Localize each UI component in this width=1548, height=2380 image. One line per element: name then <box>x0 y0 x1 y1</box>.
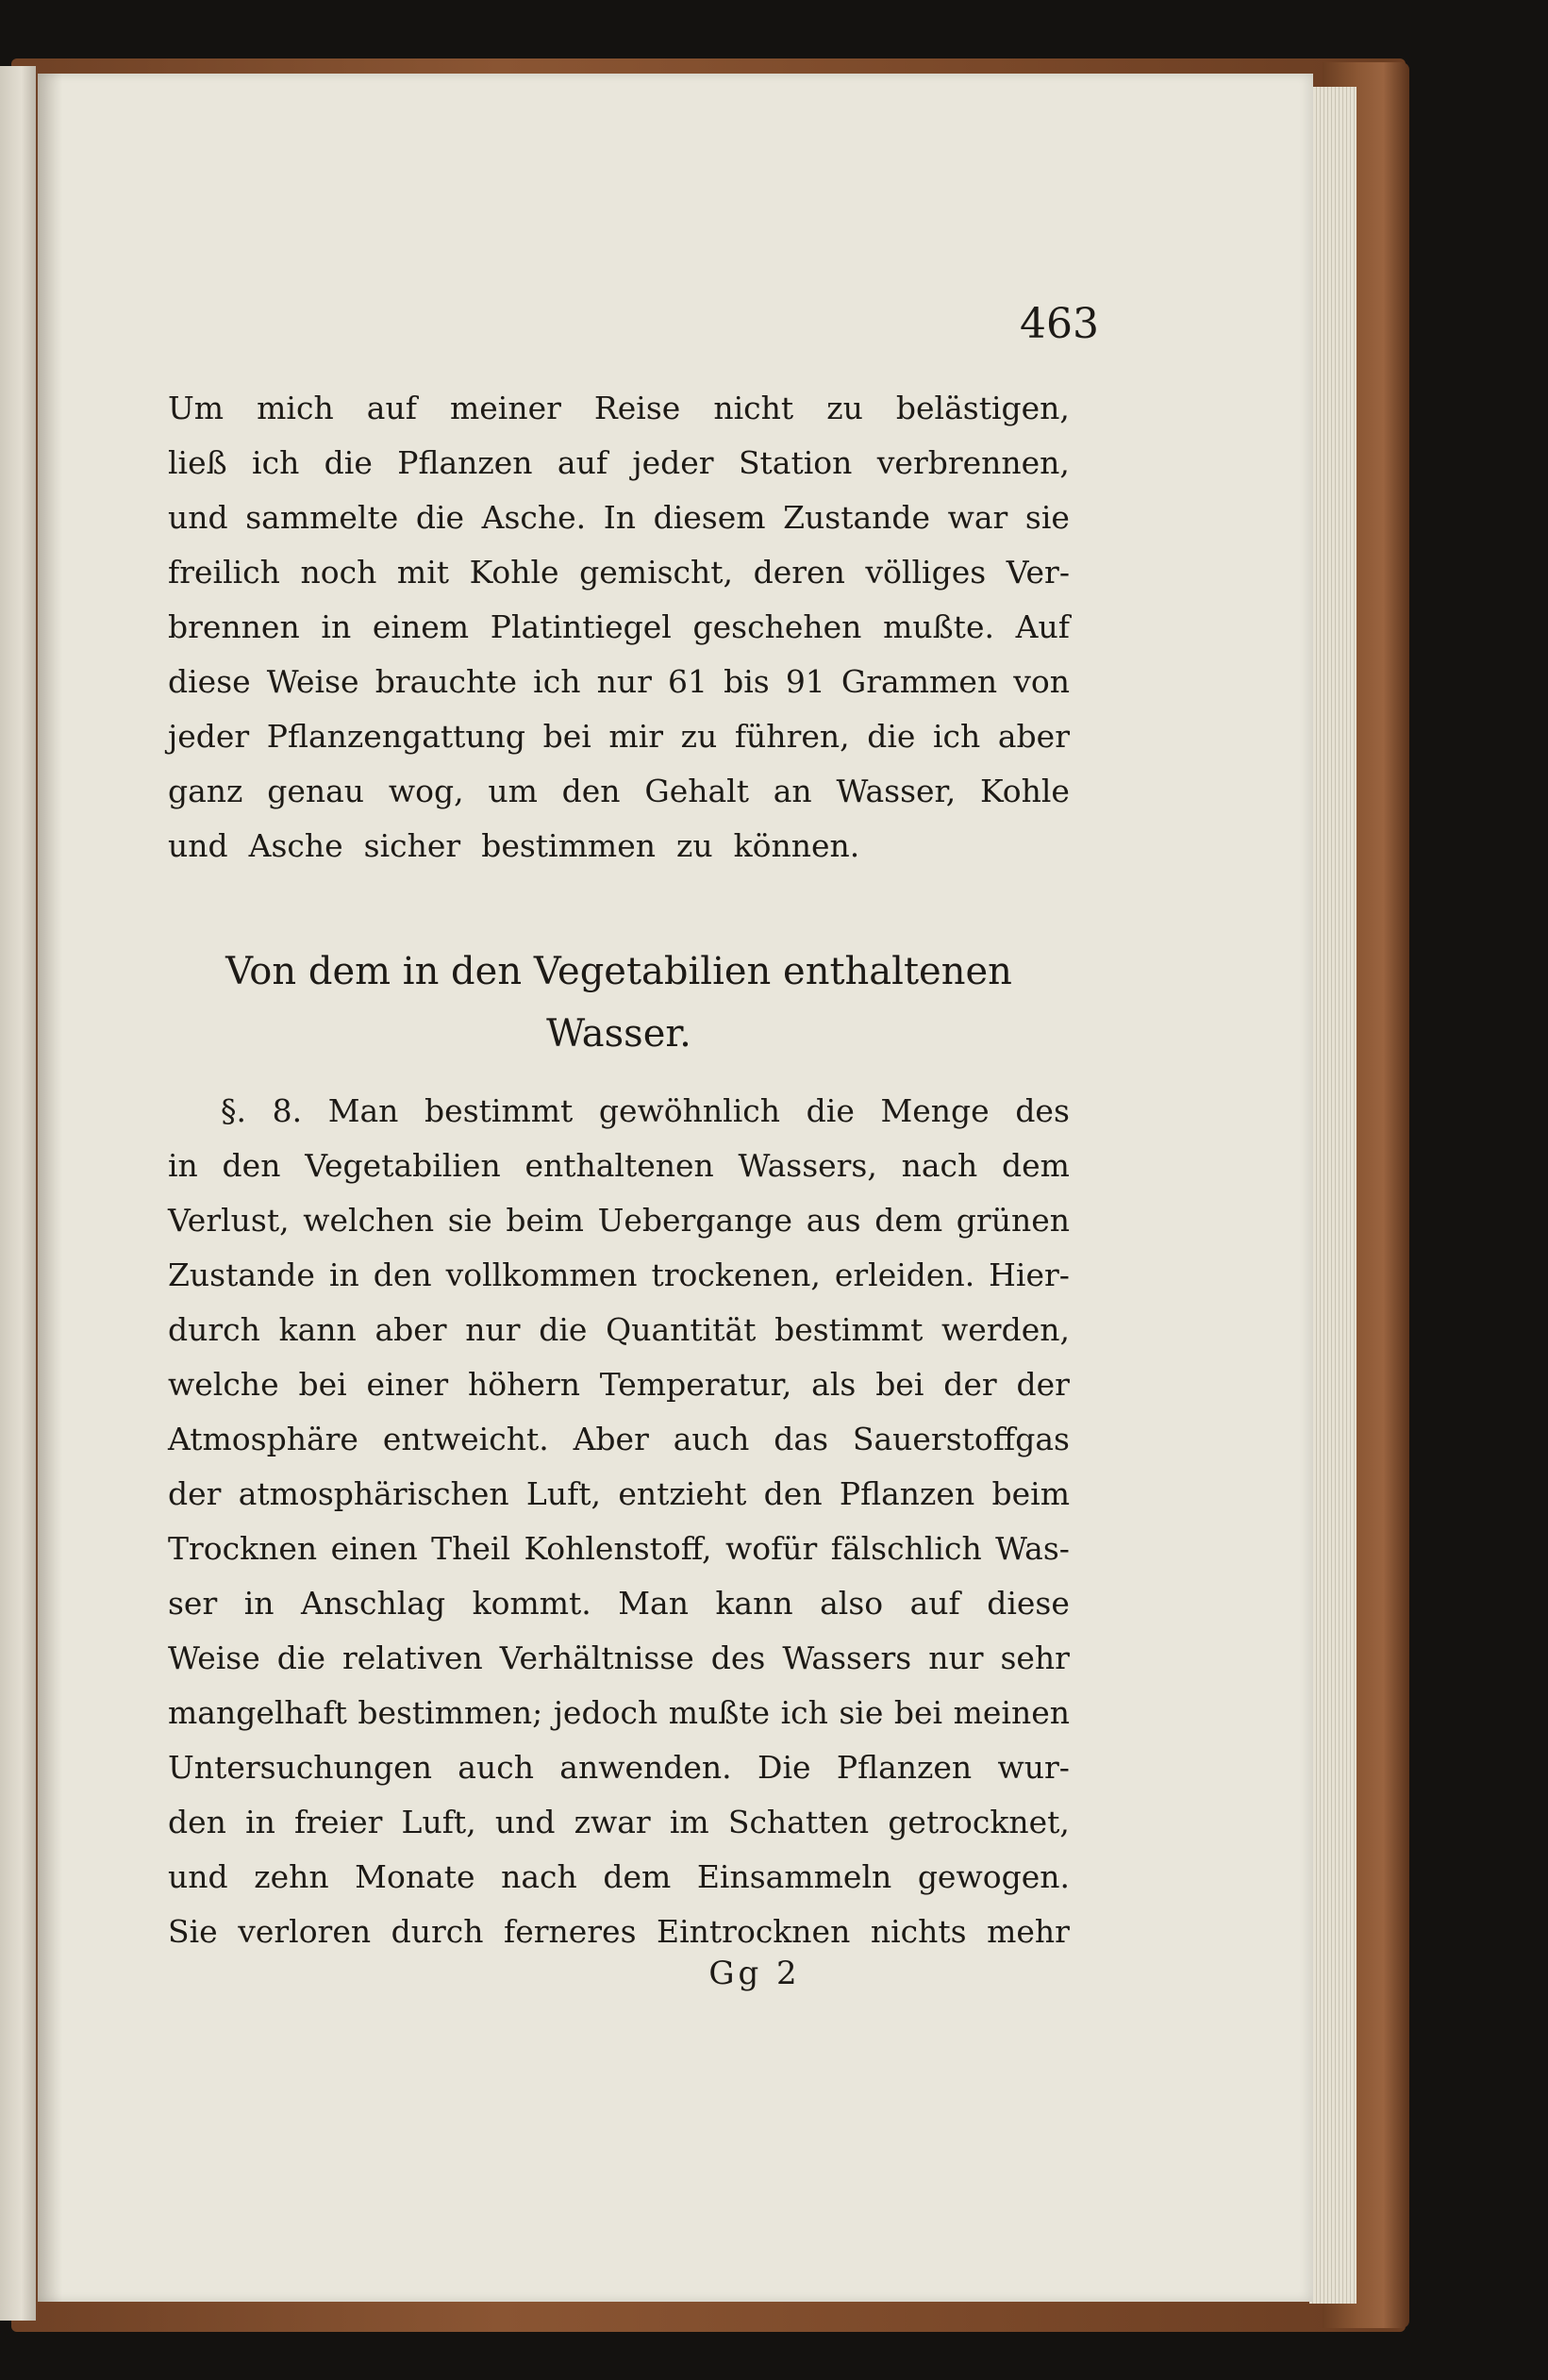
word: Was- <box>995 1530 1070 1567</box>
word: des <box>710 1639 766 1676</box>
word: bestimmen <box>481 827 656 864</box>
word: in <box>168 1147 198 1184</box>
word: 61 <box>667 663 707 700</box>
word: sie <box>447 1202 492 1239</box>
word: und <box>168 827 228 864</box>
paragraph-1 <box>168 381 1070 874</box>
word: Vegetabilien <box>305 1147 501 1184</box>
section-heading-line-2: Wasser. <box>546 1012 691 1056</box>
word: Grammen <box>841 663 998 700</box>
word: können. <box>733 827 860 864</box>
word: aus <box>806 1202 861 1239</box>
word: verbrennen, <box>876 444 1070 481</box>
word: ließ <box>168 444 227 481</box>
text-line <box>168 1686 1070 1740</box>
signature-mark: Gg 2 <box>708 1955 801 1992</box>
word: der <box>168 1475 222 1512</box>
word: dem <box>603 1858 672 1895</box>
word: jeder <box>168 718 250 755</box>
word: 8. <box>272 1092 303 1129</box>
word: Wassers, <box>738 1147 877 1184</box>
word: Pflanzen <box>397 444 533 481</box>
word: In <box>603 499 637 536</box>
word: die <box>276 1639 325 1676</box>
word: freilich <box>168 554 280 591</box>
word: und <box>168 1858 228 1895</box>
word: Auf <box>1015 608 1070 645</box>
word: Kohlenstoff, <box>524 1530 712 1567</box>
word: trockenen, <box>651 1257 821 1293</box>
word: führen, <box>734 718 850 755</box>
word: sie <box>839 1694 884 1731</box>
word: die <box>324 444 373 481</box>
text-line <box>168 709 1070 764</box>
word: im <box>669 1804 709 1840</box>
text-line <box>168 600 1070 655</box>
word: wofür <box>724 1530 818 1567</box>
word: diese <box>168 663 251 700</box>
word: war <box>947 499 1008 536</box>
word: Quantität <box>606 1311 757 1348</box>
word: einer <box>366 1366 449 1403</box>
word: kann <box>278 1311 357 1348</box>
word: werden, <box>941 1311 1070 1348</box>
word: Menge <box>880 1092 990 1129</box>
word: gewogen. <box>917 1858 1070 1895</box>
word: ser <box>168 1585 218 1622</box>
word: Atmosphäre <box>168 1421 358 1457</box>
word: aber <box>375 1311 447 1348</box>
text-line <box>168 1740 1070 1795</box>
word: entweicht. <box>382 1421 549 1457</box>
word: auf <box>909 1585 960 1622</box>
word: auch <box>458 1749 534 1786</box>
word: anwenden. <box>559 1749 732 1786</box>
word: sicher <box>363 827 461 864</box>
text-line <box>168 436 1070 491</box>
word: jedoch <box>553 1694 658 1731</box>
word: Kohle <box>469 554 559 591</box>
word: des <box>1015 1092 1070 1129</box>
word: Zustande <box>168 1257 315 1293</box>
word: brennen <box>168 608 300 645</box>
word: Station <box>738 444 853 481</box>
word: jeder <box>632 444 714 481</box>
word: bei <box>298 1366 347 1403</box>
word: Hier- <box>989 1257 1070 1293</box>
word: ich <box>533 663 581 700</box>
word: Man <box>618 1585 689 1622</box>
word: und <box>168 499 228 536</box>
word: Anschlag <box>301 1585 446 1622</box>
word: entzieht <box>618 1475 747 1512</box>
word: meiner <box>449 390 561 426</box>
text-line <box>168 1850 1070 1905</box>
text-line <box>168 545 1070 600</box>
word: den <box>763 1475 823 1512</box>
word: nach <box>501 1858 577 1895</box>
word: Asche <box>248 827 343 864</box>
text-line <box>168 1084 1070 1139</box>
word: in <box>328 1257 359 1293</box>
word: zu <box>680 718 718 755</box>
word: brauchte <box>375 663 518 700</box>
word: geschehen <box>692 608 862 645</box>
word: mir <box>608 718 664 755</box>
word: sammelte <box>245 499 399 536</box>
text-line <box>168 1248 1070 1303</box>
word: verloren <box>238 1913 372 1950</box>
word: Wassers <box>782 1639 912 1676</box>
word: bei <box>893 1694 943 1731</box>
word: sehr <box>1000 1639 1070 1676</box>
word: Luft, <box>525 1475 602 1512</box>
gutter-shadow <box>38 74 62 2302</box>
word: Zustande <box>783 499 931 536</box>
word: bestimmen; <box>358 1694 543 1731</box>
word: als <box>811 1366 857 1403</box>
word: sie <box>1024 499 1070 536</box>
word: ich <box>933 718 981 755</box>
word: bestimmt <box>424 1092 574 1129</box>
word: an <box>773 773 812 809</box>
word: ich <box>780 1694 828 1731</box>
word: mit <box>396 554 450 591</box>
word: nur <box>465 1311 521 1348</box>
text-line <box>168 1412 1070 1467</box>
text-line <box>168 1303 1070 1357</box>
word: beim <box>991 1475 1070 1512</box>
word: Weise <box>266 663 359 700</box>
word: Untersuchungen <box>168 1749 432 1786</box>
word: Sie <box>168 1913 218 1950</box>
word: einem <box>372 608 470 645</box>
page-number: 463 <box>1020 300 1099 348</box>
word: mußte <box>668 1694 771 1731</box>
word: Asche. <box>481 499 587 536</box>
word: Aber <box>573 1421 649 1457</box>
word: völliges <box>865 554 987 591</box>
text-line <box>168 1522 1070 1576</box>
word: nur <box>928 1639 984 1676</box>
word: atmosphärischen <box>238 1475 509 1512</box>
word: nichts <box>870 1913 967 1950</box>
word: der <box>1016 1366 1070 1403</box>
word: in <box>243 1585 275 1622</box>
text-line <box>168 1193 1070 1248</box>
paragraph-2 <box>168 1084 1070 1959</box>
word: Sauerstoffgas <box>852 1421 1070 1457</box>
word: also <box>820 1585 884 1622</box>
word: bestimmt <box>774 1311 924 1348</box>
word: durch <box>391 1913 484 1950</box>
word: relativen <box>341 1639 483 1676</box>
word: den <box>168 1804 226 1840</box>
text-line <box>168 491 1070 545</box>
word: Monate <box>355 1858 475 1895</box>
text-line <box>168 764 1070 819</box>
word: in <box>321 608 352 645</box>
word: zehn <box>254 1858 329 1895</box>
word: einen <box>330 1530 418 1567</box>
word: Luft, <box>401 1804 476 1840</box>
word: das <box>774 1421 829 1457</box>
word: Gehalt <box>644 773 749 809</box>
word: Um <box>168 390 225 426</box>
word: deren <box>753 554 845 591</box>
word: aber <box>997 718 1070 755</box>
word: in <box>245 1804 275 1840</box>
left-facing-page-edge <box>0 66 36 2321</box>
word: durch <box>168 1311 260 1348</box>
word: kommt. <box>472 1585 591 1622</box>
word: gewöhnlich <box>598 1092 781 1129</box>
word: bei <box>542 718 591 755</box>
word: Platintiegel <box>490 608 672 645</box>
word: Temperatur, <box>599 1366 792 1403</box>
word: den <box>373 1257 432 1293</box>
text-line <box>168 1576 1070 1631</box>
word: nach <box>901 1147 978 1184</box>
text-line <box>168 819 1070 874</box>
word: die <box>539 1311 588 1348</box>
word: die <box>867 718 916 755</box>
text-line <box>168 381 1070 436</box>
word: Schatten <box>727 1804 870 1840</box>
page-stack-edge <box>1309 87 1357 2304</box>
word: ich <box>252 444 300 481</box>
word: auf <box>366 390 417 426</box>
word: 91 <box>785 663 825 700</box>
word: Verhältnisse <box>499 1639 694 1676</box>
word: Pflanzen <box>839 1475 975 1512</box>
word: diesem <box>653 499 766 536</box>
word: vollkommen <box>445 1257 638 1293</box>
word: Pflanzen <box>836 1749 973 1786</box>
word: Pflanzengattung <box>266 718 526 755</box>
word: kann <box>715 1585 793 1622</box>
word: Einsammeln <box>696 1858 892 1895</box>
word: Uebergange <box>597 1202 793 1239</box>
text-line <box>168 1139 1070 1193</box>
word: auch <box>673 1421 750 1457</box>
word: den <box>222 1147 281 1184</box>
word: mich <box>257 390 334 426</box>
word: bis <box>724 663 770 700</box>
word: und <box>494 1804 556 1840</box>
word: fälschlich <box>830 1530 982 1567</box>
word: Reise <box>593 390 681 426</box>
word: mehr <box>987 1913 1070 1950</box>
text-line <box>168 1357 1070 1412</box>
word: dem <box>1002 1147 1070 1184</box>
word: gemischt, <box>579 554 734 591</box>
word: meinen <box>953 1694 1070 1731</box>
word: belästigen, <box>895 390 1070 426</box>
word: §. <box>221 1092 246 1129</box>
word: welche <box>168 1366 279 1403</box>
word: getrocknet, <box>888 1804 1070 1840</box>
word: ferneres <box>503 1913 637 1950</box>
word: grünen <box>956 1202 1070 1239</box>
word: Ver- <box>1006 554 1070 591</box>
word: Man <box>327 1092 399 1129</box>
word: zu <box>675 827 713 864</box>
word: enthaltenen <box>524 1147 714 1184</box>
word: dem <box>874 1202 943 1239</box>
word: von <box>1013 663 1070 700</box>
word: zwar <box>574 1804 651 1840</box>
word: Die <box>757 1749 811 1786</box>
text-line <box>168 1795 1070 1850</box>
word: Kohle <box>979 773 1070 809</box>
word: welchen <box>303 1202 435 1239</box>
word: wog, <box>388 773 464 809</box>
word: die <box>415 499 465 536</box>
word: wur- <box>997 1749 1070 1786</box>
text-line <box>168 655 1070 709</box>
word: höhern <box>468 1366 580 1403</box>
word: beim <box>506 1202 584 1239</box>
word: zu <box>826 390 863 426</box>
word: noch <box>300 554 377 591</box>
section-heading-line-1: Von dem in den Vegetabilien enthaltenen <box>225 950 1012 993</box>
word: mangelhaft <box>168 1694 347 1731</box>
word: Verlust, <box>168 1202 290 1239</box>
word: freier <box>294 1804 383 1840</box>
word: diese <box>987 1585 1070 1622</box>
word: Eintrocknen <box>657 1913 851 1950</box>
word: genau <box>267 773 365 809</box>
word: den <box>561 773 621 809</box>
word: Weise <box>168 1639 260 1676</box>
word: Trocknen <box>168 1530 318 1567</box>
word: der <box>943 1366 997 1403</box>
word: Wasser, <box>836 773 957 809</box>
text-line <box>168 1631 1070 1686</box>
word: ganz <box>168 773 243 809</box>
text-line <box>168 1467 1070 1522</box>
word: nur <box>596 663 652 700</box>
text-line <box>168 1905 1070 1959</box>
word: bei <box>875 1366 924 1403</box>
word: Theil <box>431 1530 511 1567</box>
word: mußte. <box>883 608 994 645</box>
word: die <box>806 1092 855 1129</box>
word: nicht <box>713 390 794 426</box>
word: erleiden. <box>834 1257 975 1293</box>
word: auf <box>557 444 608 481</box>
word: um <box>488 773 538 809</box>
